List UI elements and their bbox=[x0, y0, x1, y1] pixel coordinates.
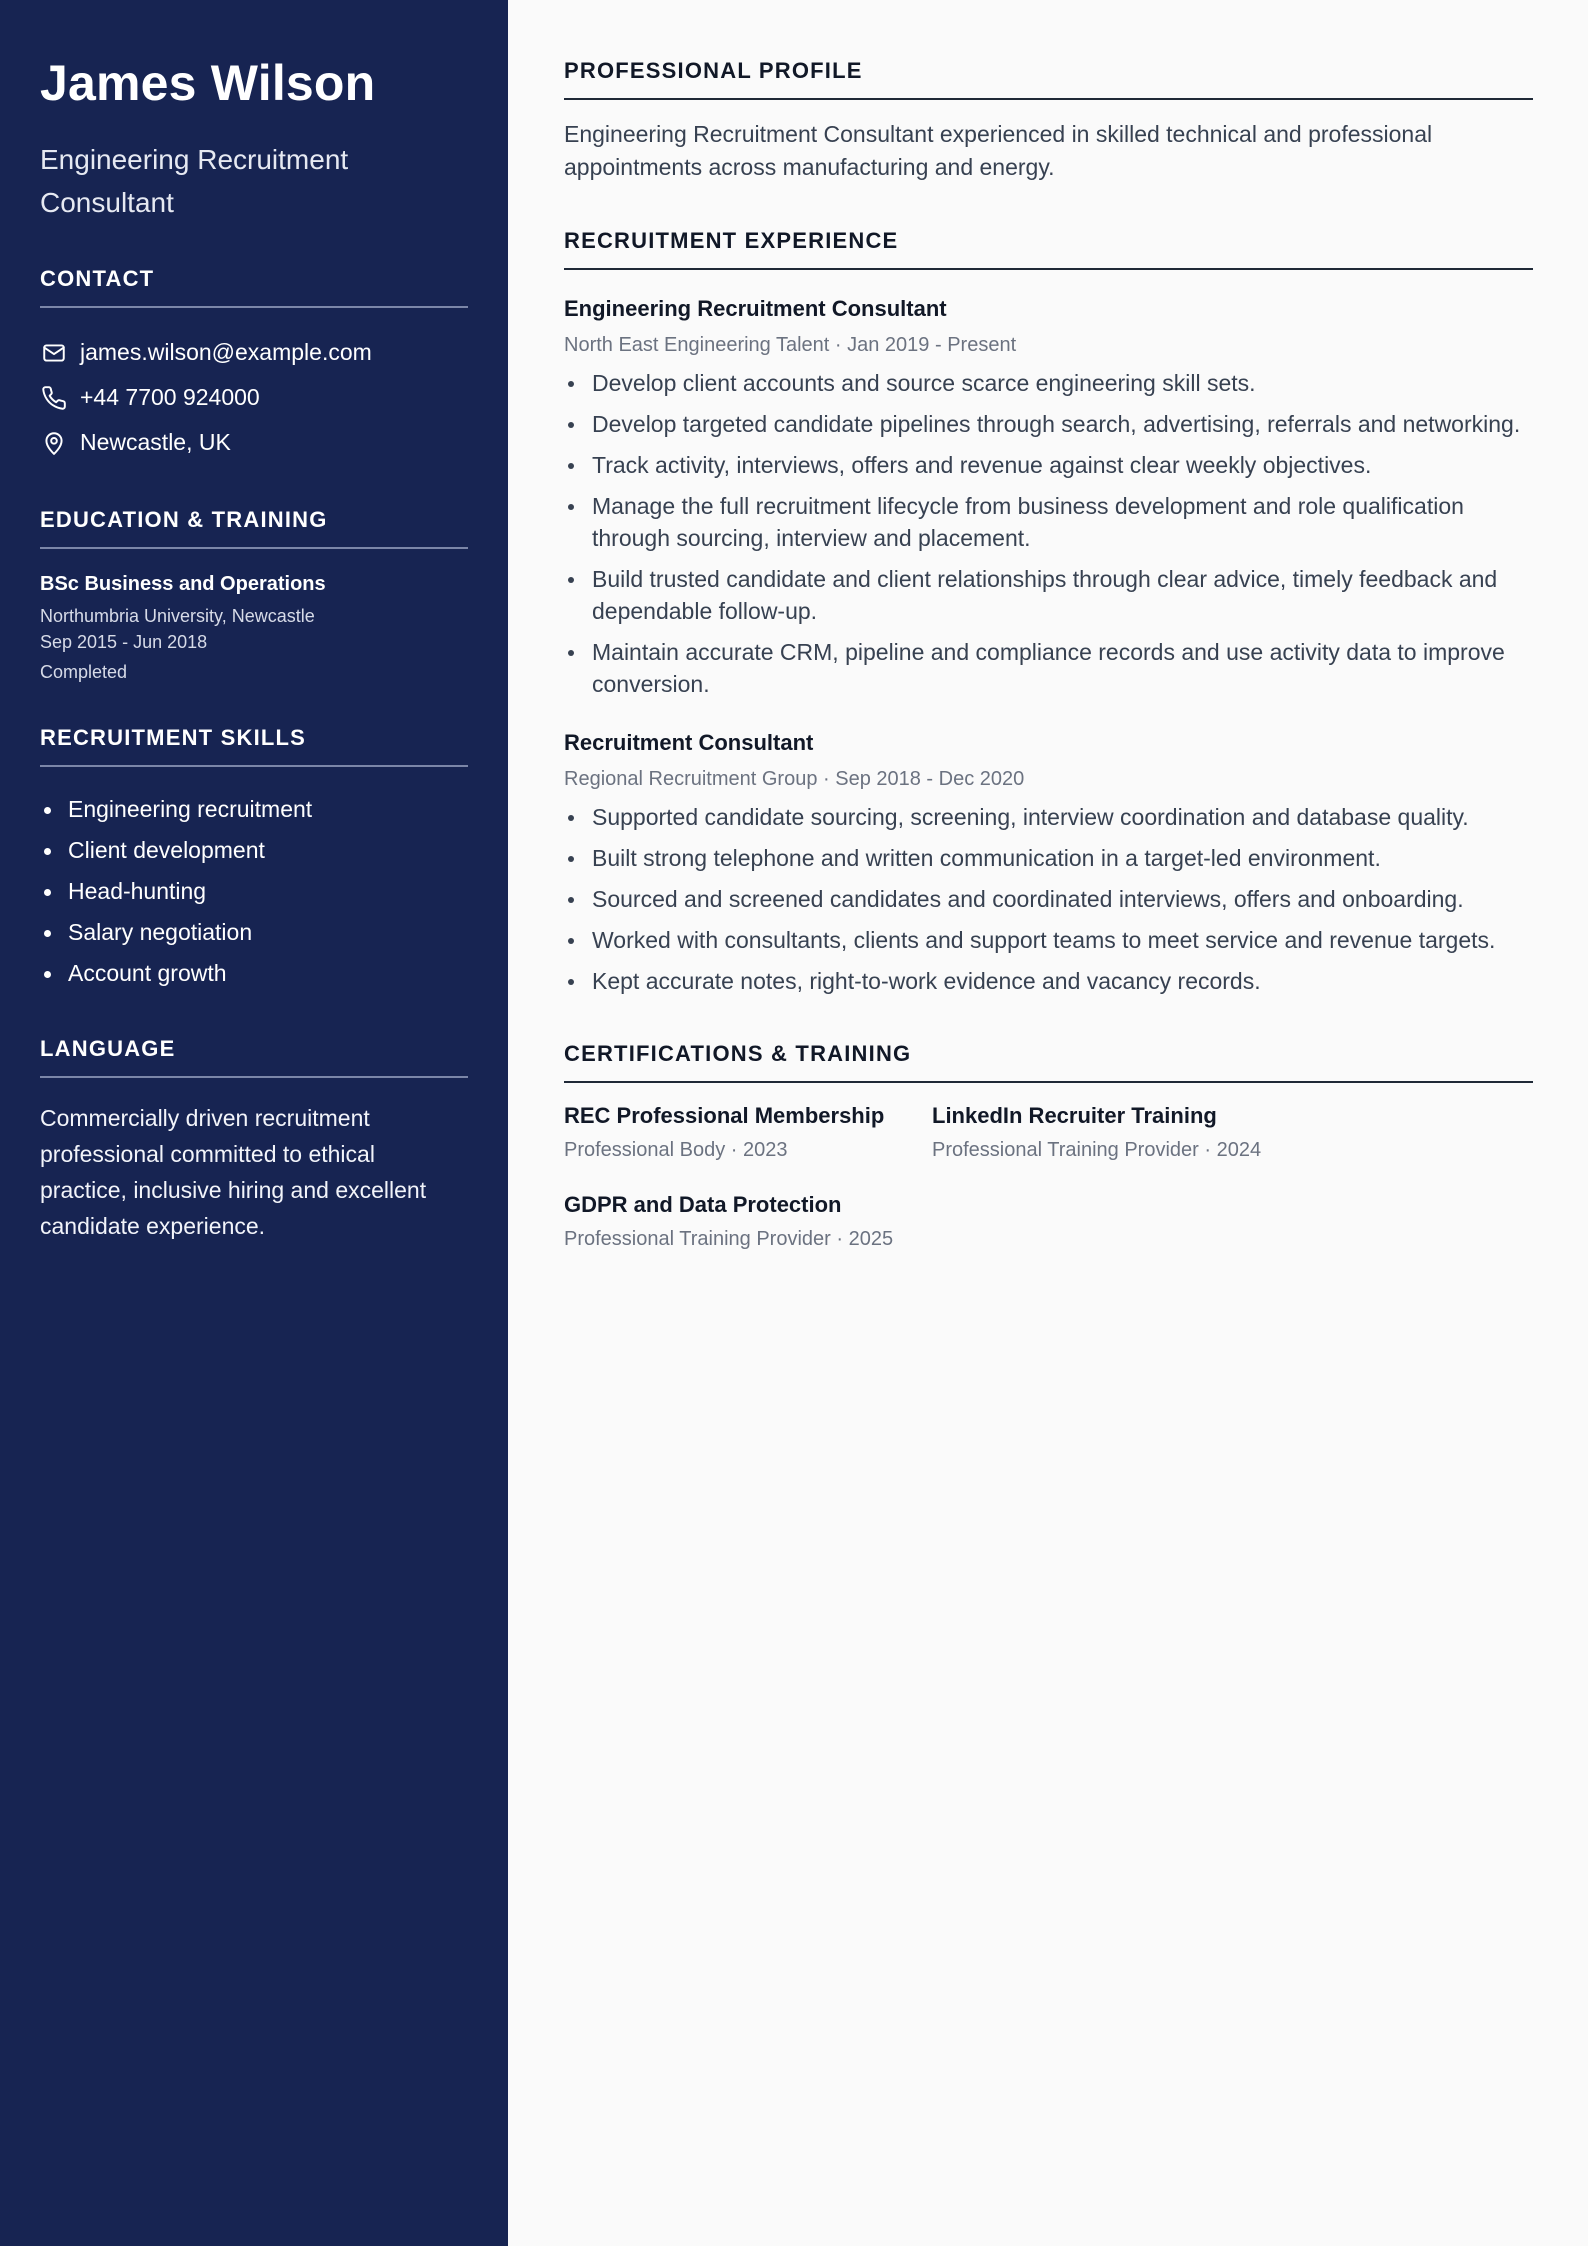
contact-email[interactable] bbox=[40, 330, 468, 375]
certification-meta: Professional Training Provider · 2025 bbox=[564, 1228, 894, 1250]
certifications-grid bbox=[564, 1103, 1533, 1281]
education-dates: Sep 2015 - Jun 2018 bbox=[40, 632, 208, 652]
profile-section bbox=[564, 58, 1533, 184]
skills-heading: RECRUITMENT SKILLS bbox=[40, 725, 468, 767]
certification-name: GDPR and Data Protection bbox=[564, 1192, 842, 1217]
job-entry bbox=[564, 730, 1533, 997]
contact-location bbox=[40, 420, 468, 465]
certification-item bbox=[564, 1192, 932, 1251]
experience-heading: RECRUITMENT EXPERIENCE bbox=[564, 228, 1533, 270]
contact-list bbox=[40, 330, 468, 465]
certifications-heading: CERTIFICATIONS & TRAINING bbox=[564, 1041, 1533, 1083]
candidate-name: James Wilson bbox=[40, 55, 376, 111]
job-meta: Regional Recruitment Group · Sep 2018 - Dec 2020 bbox=[564, 768, 1025, 790]
phone-icon bbox=[40, 384, 68, 412]
envelope-icon bbox=[40, 339, 68, 367]
job-bullet: Worked with consultants, clients and support teams to meet service and revenue targets. bbox=[564, 924, 1533, 956]
certification-meta: Professional Training Provider · 2024 bbox=[932, 1139, 1262, 1161]
job-bullet: Track activity, interviews, offers and revenue against clear weekly objectives. bbox=[564, 449, 1533, 481]
skill-item: Account growth bbox=[40, 953, 468, 994]
job-bullet: Develop targeted candidate pipelines through search, advertising, referrals and networking. bbox=[564, 408, 1533, 440]
job-bullet: Supported candidate sourcing, screening, interview coordination and database quality. bbox=[564, 801, 1533, 833]
job-entry bbox=[564, 296, 1533, 700]
job-bullet: Kept accurate notes, right-to-work evidence and vacancy records. bbox=[564, 965, 1533, 997]
job-bullet: Built strong telephone and written communication in a target-led environment. bbox=[564, 842, 1533, 874]
phone-text: +44 7700 924000 bbox=[80, 384, 260, 410]
job-title: Engineering Recruitment Consultant bbox=[564, 296, 947, 321]
job-bullets bbox=[564, 801, 1533, 997]
certification-item bbox=[932, 1103, 1300, 1162]
location-text: Newcastle, UK bbox=[80, 429, 231, 455]
education-heading: EDUCATION & TRAINING bbox=[40, 507, 468, 549]
candidate-role: Engineering Recruitment Consultant bbox=[40, 144, 349, 218]
language-section bbox=[40, 1036, 468, 1244]
skill-item: Head-hunting bbox=[40, 871, 468, 912]
contact-phone[interactable] bbox=[40, 375, 468, 420]
education-status: Completed bbox=[40, 662, 128, 682]
education-degree: BSc Business and Operations bbox=[40, 573, 326, 595]
job-bullet: Maintain accurate CRM, pipeline and compliance records and use activity data to improve conversion. bbox=[564, 636, 1533, 700]
profile-text: Engineering Recruitment Consultant experienced in skilled technical and professional appointments across manufacturing and energy. bbox=[564, 121, 1433, 180]
job-bullet: Sourced and screened candidates and coordinated interviews, offers and onboarding. bbox=[564, 883, 1533, 915]
sidebar bbox=[0, 0, 508, 2246]
contact-section bbox=[40, 266, 468, 465]
job-bullets bbox=[564, 367, 1533, 700]
skill-item: Engineering recruitment bbox=[40, 789, 468, 830]
profile-heading: PROFESSIONAL PROFILE bbox=[564, 58, 1533, 100]
language-heading: LANGUAGE bbox=[40, 1036, 468, 1078]
contact-heading: CONTACT bbox=[40, 266, 468, 308]
email-text: james.wilson@example.com bbox=[80, 339, 372, 365]
education-section bbox=[40, 507, 468, 683]
main-content bbox=[508, 0, 1588, 2246]
job-title: Recruitment Consultant bbox=[564, 730, 814, 755]
certification-item bbox=[564, 1103, 932, 1162]
job-bullet: Develop client accounts and source scarce engineering skill sets. bbox=[564, 367, 1533, 399]
certifications-section bbox=[564, 1041, 1533, 1281]
language-text: Commercially driven recruitment professional committed to ethical practice, inclusive hiring and excellent candidate experience. bbox=[40, 1105, 427, 1239]
skills-section bbox=[40, 725, 468, 994]
job-bullet: Build trusted candidate and client relationships through clear advice, timely feedback and dependable follow-up. bbox=[564, 563, 1533, 627]
education-school: Northumbria University, Newcastle bbox=[40, 606, 315, 626]
experience-section bbox=[564, 228, 1533, 997]
skill-item: Salary negotiation bbox=[40, 912, 468, 953]
job-bullet: Manage the full recruitment lifecycle from business development and role qualification through sourcing, interview and placement. bbox=[564, 490, 1533, 554]
skills-list bbox=[40, 789, 468, 994]
job-meta: North East Engineering Talent · Jan 2019 - Present bbox=[564, 334, 1017, 356]
certification-name: REC Professional Membership bbox=[564, 1103, 885, 1128]
location-pin-icon bbox=[40, 429, 68, 457]
certification-name: LinkedIn Recruiter Training bbox=[932, 1103, 1217, 1128]
skill-item: Client development bbox=[40, 830, 468, 871]
certification-meta: Professional Body · 2023 bbox=[564, 1139, 788, 1161]
